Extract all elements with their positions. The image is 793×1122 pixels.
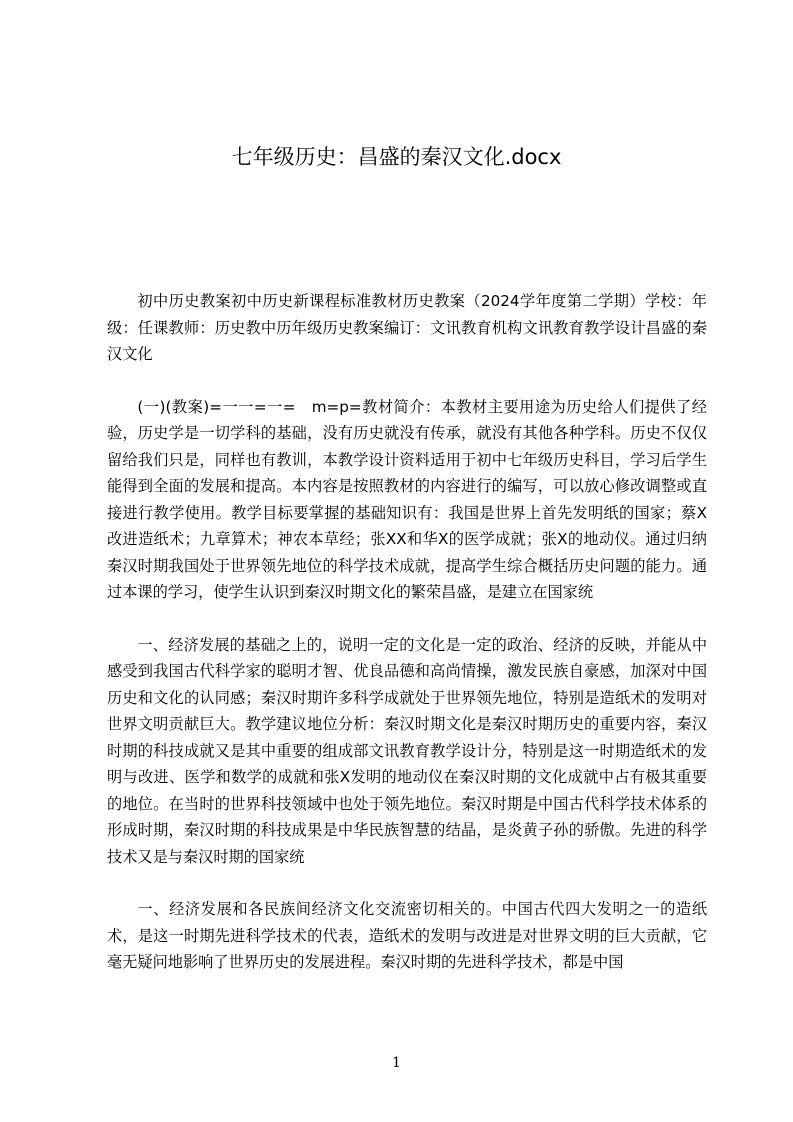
paragraph-header-info: 初中历史教案初中历史新课程标准教材历史教案（2024学年度第二学期）学校：年级：任课教师：历史教中历年级历史教案编订：文讯教育机构文讯教育教学设计昌盛的秦汉文化	[107, 292, 707, 363]
paragraph-spacer	[107, 368, 707, 394]
document-title: 七年级历史：昌盛的秦汉文化.docx	[231, 145, 562, 169]
paragraph-teaching-introduction: (一)(教案)=一一=一= m=p=教材简介：本教材主要用途为历史给人们提供了经验，历史学是一切学科的基础，没有历史就没有传承，就没有其他各种学科。历史不仅仅留给我们只是，同样也有教训，本教学设计资料适用于初中七年级历史科目，学习后学生能得到全面的发展和提高。本内容是按照教材的内容进行的编写，可以放心修改调整或直接进行教学使用。教学目标要掌握的基础知识有：我国是世界上首先发明纸的国家；蔡X改进造纸术；九章算术；神农本草经；张XX和华X的医学成就；张X的地动仪。通过归纳秦汉时期我国处于世界领先地位的科学技术成就，提高学生综合概括历史问题的能力。通过本课的学习，使学生认识到秦汉时期文化的繁荣昌盛，是建立在国家统	[107, 397, 707, 601]
paragraph-spacer	[107, 870, 707, 896]
paragraph-economic-foundation: 一、经济发展的基础之上的，说明一定的文化是一定的政治、经济的反映，并能从中感受到我国古代科学家的聪明才智、优良品德和高尚情操，激发民族自豪感，加深对中国历史和文化的认同感；秦汉时期许多科学成就处于世界领先地位，特别是造纸术的发明对世界文明贡献巨大。教学建议地位分析：秦汉时期文化是秦汉时期历史的重要内容，秦汉时期的科技成就又是其中重要的组成部文讯教育教学设计分，特别是这一时期造纸术的发明与改进、医学和数学的成就和张X发明的地动仪在秦汉时期的文化成就中占有极其重要的地位。在当时的世界科技领域中也处于领先地位。秦汉时期是中国古代科学技术体系的形成时期，秦汉时期的科技成果是中华民族智慧的结晶，是炎黄子孙的骄傲。先进的科学技术又是与秦汉时期的国家统	[107, 635, 707, 866]
document-body	[107, 288, 707, 976]
paragraph-spacer	[107, 606, 707, 632]
page-number: 1	[392, 1055, 401, 1071]
paragraph-papermaking: 一、经济发展和各民族间经济文化交流密切相关的。中国古代四大发明之一的造纸术，是这一时期先进科学技术的代表，造纸术的发明与改进是对世界文明的巨大贡献，它毫无疑问地影响了世界历史的发展进程。秦汉时期的先进科学技术，都是中国	[107, 900, 707, 971]
